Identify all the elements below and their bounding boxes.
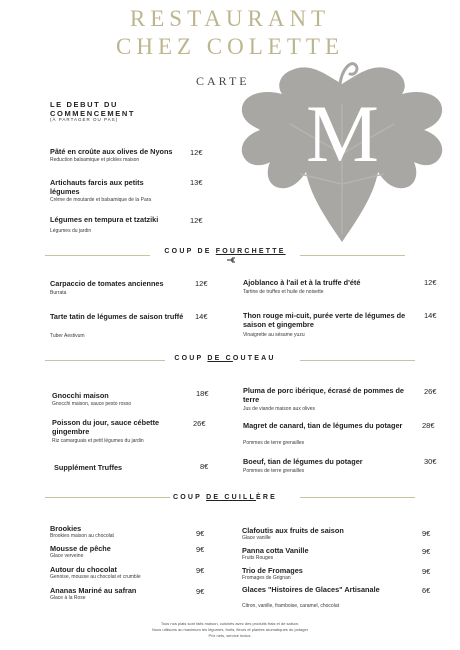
footer-line: Nous utilisons au maximum les légumes, fruits, fleurs et plantes aromatiques du potager — [151, 627, 309, 632]
dish-price: 12€ — [190, 216, 203, 225]
dish-price: 9€ — [196, 566, 205, 575]
intro-subtitle: (À PARTAGER OU PAS) — [50, 117, 119, 122]
dish-price: 13€ — [190, 178, 203, 187]
intro-title — [50, 100, 135, 118]
dish-name: Poisson du jour, sauce cébette gingembre — [52, 418, 160, 436]
section-title-part: COUP DE — [164, 248, 216, 255]
dish-name: Mousse de pêche — [50, 544, 111, 553]
dish-price: 6€ — [422, 586, 431, 595]
dish-price: 12€ — [190, 148, 203, 157]
dish-name: Trio de Fromages — [242, 566, 303, 575]
dish-desc: Légumes du jardin — [50, 228, 92, 234]
dish-price: 14€ — [424, 311, 437, 320]
leaf-logo — [230, 44, 455, 249]
dish-desc: Riz camarguais et petit légumes du jardin — [52, 438, 144, 444]
dish-name: Glaces "Histoires de Glaces" Artisanale — [242, 585, 380, 594]
dish-desc: Glace vanille — [242, 535, 271, 541]
dish-desc: Pommes de terre grenailles — [243, 440, 305, 446]
dish-desc: Fromages de Grignan — [242, 575, 291, 581]
intro-title-line2: COMMENCEMENT — [50, 109, 136, 118]
section-title-part: COUP — [173, 494, 207, 501]
dish-name: Artichauts farcis aux petits légumes — [50, 178, 144, 196]
section-divider — [300, 360, 415, 361]
footer-note — [0, 621, 460, 639]
intro-title-line1: LE DEBUT DU — [50, 100, 119, 109]
carte-label: CARTE — [196, 74, 250, 88]
dish-price: 12€ — [424, 278, 437, 287]
section-title-part: DE CUILL — [206, 494, 256, 501]
dish-name: Magret de canard, tian de légumes du potager — [243, 421, 403, 430]
dish-desc: Jus de viande maison aux olives — [243, 406, 315, 412]
footer-line: Tous nos plats sont faits maison, cuisinés avec des produits frais et de saison. — [160, 621, 300, 626]
dish-name: Supplément Truffes — [54, 463, 123, 472]
dish-name: Gnocchi maison — [52, 391, 109, 400]
dish-desc: Glace verveine — [50, 553, 84, 559]
section-title-part: FOURCHETTE — [215, 248, 286, 255]
dish-name: Brookies — [50, 524, 82, 533]
dish-price: 12€ — [195, 279, 208, 288]
dish-name: Panna cotta Vanille — [242, 546, 309, 555]
footer-line: Prix nets, service inclus. — [208, 633, 252, 638]
dish-price: 9€ — [196, 545, 205, 554]
section-title-part: COUP — [174, 355, 208, 362]
section-title-part: DE C — [207, 355, 233, 362]
dish-desc: Crème de moutarde et balsamique de la Para — [50, 197, 152, 203]
section-title-cuillere — [170, 494, 280, 501]
dish-price: 14€ — [195, 312, 208, 321]
section-divider — [45, 497, 170, 498]
dish-desc: Brookies maison au chocolat — [50, 533, 114, 539]
dish-desc: Vinaigrette au sésame yuzu — [243, 332, 305, 338]
dish-price: 9€ — [196, 587, 205, 596]
dish-price: 9€ — [196, 529, 205, 538]
dish-desc: Fruits Rouges — [242, 555, 274, 561]
dish-desc: Pommes de terre grenailles — [243, 468, 305, 474]
dish-name: Clafoutis aux fruits de saison — [242, 526, 344, 535]
dish-desc: Citron, vanille, framboise, caramel, chocolat — [242, 603, 339, 609]
dish-desc: Genoise, mousse au chocolat et crumble — [50, 574, 141, 580]
dish-desc: Tartine de truffes et huile de noisette — [243, 289, 324, 295]
dish-price: 26€ — [193, 419, 206, 428]
dish-desc: Burrata — [50, 290, 67, 296]
dish-desc: Tuber Aestivum — [50, 333, 85, 339]
section-title-part: OUTEAU — [232, 355, 276, 362]
dish-price: 9€ — [422, 529, 431, 538]
dish-price: 8€ — [200, 462, 209, 471]
dish-name: Boeuf, tian de légumes du potager — [243, 457, 363, 466]
dish-name: Tarte tatin de légumes de saison truffé — [50, 312, 184, 321]
dish-price: 26€ — [424, 387, 437, 396]
dish-desc: Gnocchi maison, sauce pesto rosso — [52, 401, 132, 407]
dish-name: Pâté en croûte aux olives de Nyons — [50, 147, 173, 156]
dish-name: Carpaccio de tomates anciennes — [50, 279, 164, 288]
dish-desc: Reduction balsamique et pickles maison — [50, 157, 140, 163]
monogram-letter: M — [306, 88, 379, 179]
dish-price: 18€ — [196, 389, 209, 398]
dish-name: Ajoblanco à l'ail et à la truffe d'été — [243, 278, 361, 287]
restaurant-name: CHEZ COLETTE — [116, 34, 344, 59]
section-title-part: ÈRE — [255, 494, 277, 501]
dish-price: 9€ — [422, 547, 431, 556]
section-divider — [300, 255, 405, 256]
dish-desc: Glace à la Rose — [50, 595, 86, 601]
section-title-couteau — [170, 355, 280, 362]
section-divider — [45, 255, 150, 256]
dish-price: 9€ — [422, 567, 431, 576]
dish-name: Ananas Mariné au safran — [50, 586, 137, 595]
dish-name: Autour du chocolat — [50, 565, 117, 574]
restaurant-title: RESTAURANT — [129, 6, 331, 31]
fork-icon — [226, 256, 236, 264]
dish-name: Pluma de porc ibérique, écrasé de pommes de terre — [243, 386, 404, 404]
dish-price: 30€ — [424, 457, 437, 466]
dish-name: Thon rouge mi-cuit, purée verte de légumes de saison et gingembre — [243, 311, 406, 329]
section-divider — [45, 360, 165, 361]
dish-name: Légumes en tempura et tzatziki — [50, 215, 159, 224]
dish-price: 28€ — [422, 421, 435, 430]
section-divider — [300, 497, 415, 498]
section-title-fourchette — [150, 248, 300, 255]
